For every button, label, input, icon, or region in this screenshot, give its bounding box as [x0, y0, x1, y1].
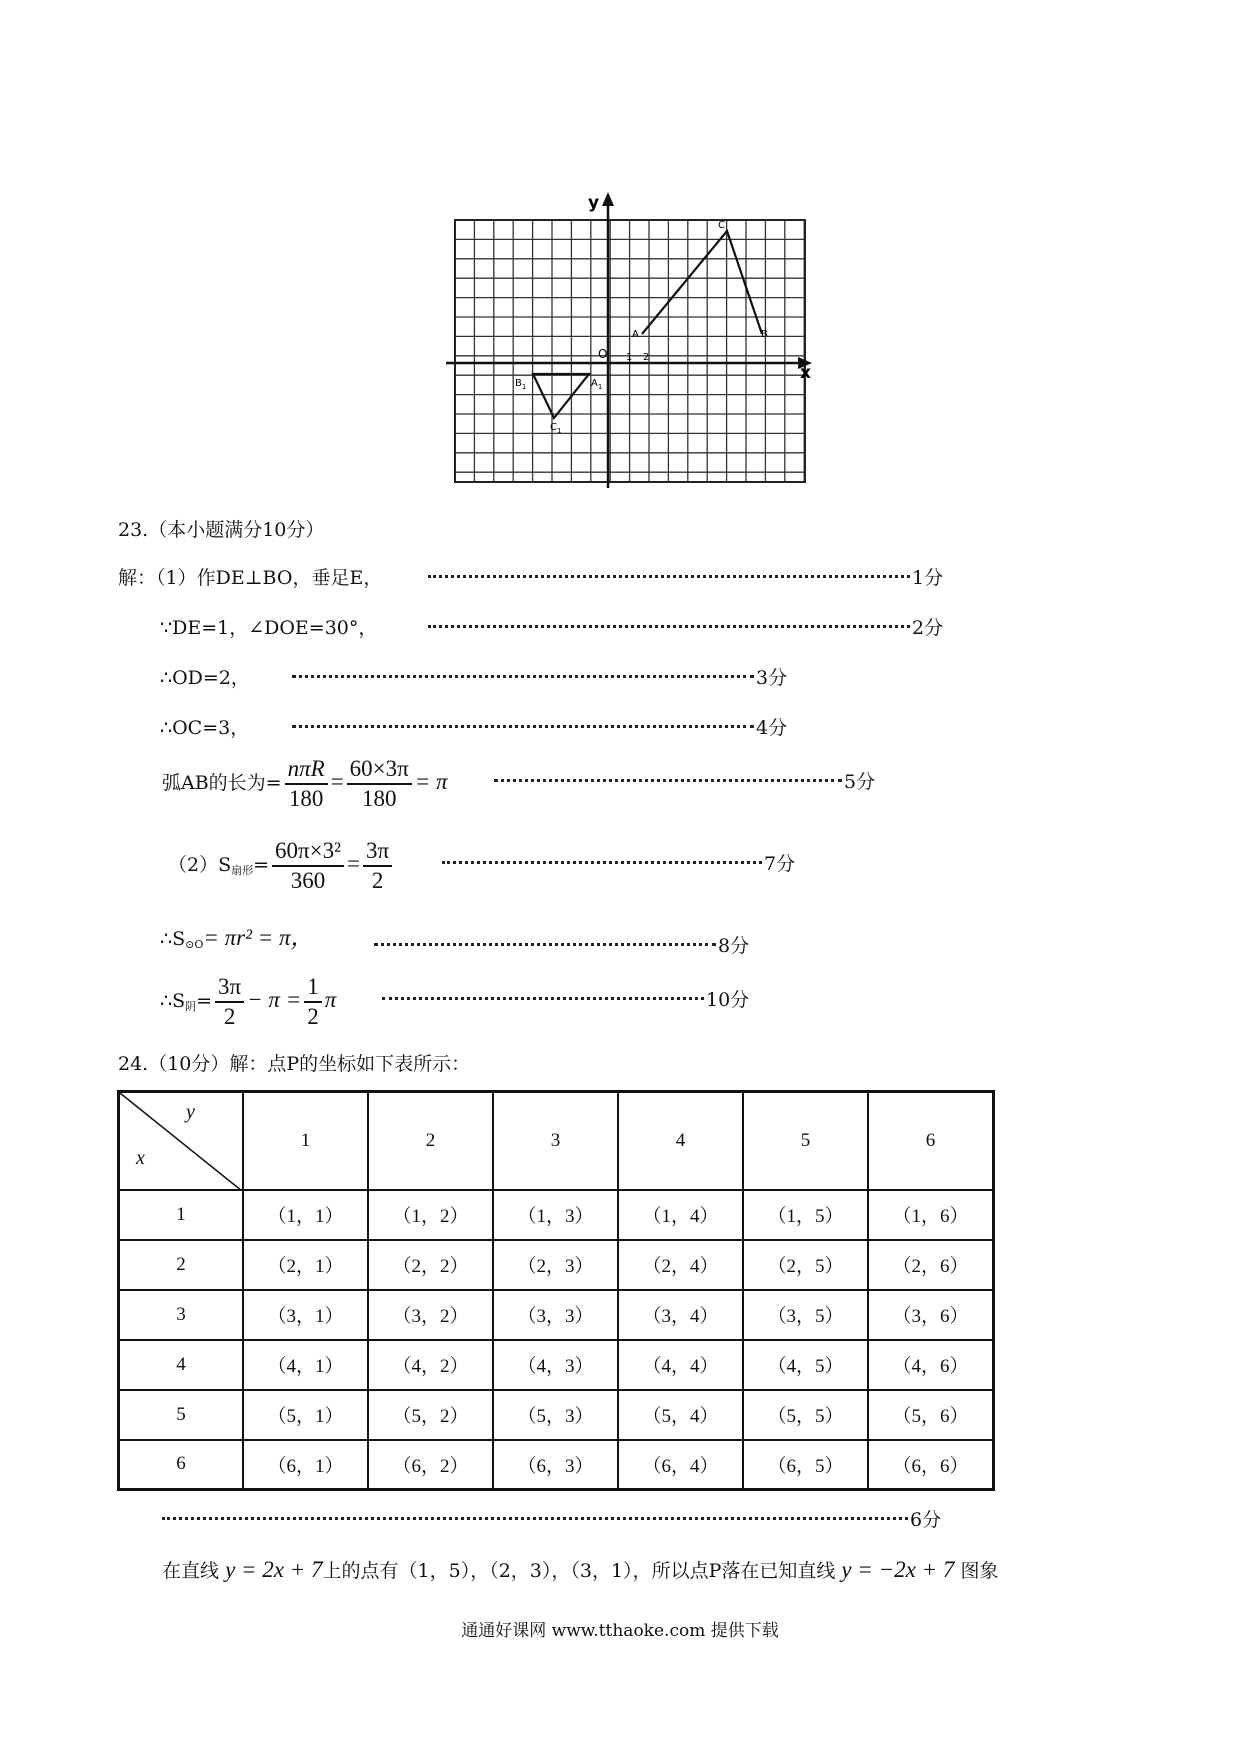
arc-length-prefix: 弧AB的长为= [162, 772, 282, 794]
q23-score2-leader [428, 616, 943, 640]
q23-score3-leader [292, 666, 787, 690]
shaded-subscript: 阴 [185, 1000, 197, 1013]
triangle-a1b1c1 [533, 374, 589, 418]
point-a1-label [591, 378, 602, 391]
table-cell: （1，1） [243, 1190, 368, 1240]
q23-score7: 7分 [764, 853, 796, 875]
table-cell: （5，4） [618, 1390, 743, 1440]
q23-line1-text: 解：（1）作DE⊥BO，垂足E， [118, 567, 383, 589]
table-cell: （6，2） [368, 1440, 493, 1490]
q23-line2: ∵DE=1，∠DOE=30°， [160, 617, 378, 639]
table-cell: （1，5） [743, 1190, 868, 1240]
equals-sign: = [330, 769, 344, 794]
minus-pi-equals: − π = [247, 987, 302, 1012]
q24-heading: 24.（10分）解：点P的坐标如下表所示： [118, 1053, 471, 1075]
table-cell: （4，1） [243, 1340, 368, 1390]
point-a1-subscript: 1 [597, 383, 603, 391]
grid-lines [455, 220, 805, 482]
q24-score6-leader [162, 1508, 941, 1532]
table-cell: （3，2） [368, 1290, 493, 1340]
table-cell: （6，1） [243, 1440, 368, 1490]
sector-prefix: （2）S [168, 854, 232, 876]
q23-score5: 5分 [844, 771, 876, 793]
table-row [119, 1240, 994, 1290]
table-row [119, 1290, 994, 1340]
fraction-denominator: 360 [290, 868, 326, 893]
point-b1-label [515, 378, 526, 391]
table-row [119, 1190, 994, 1240]
table-header-row [119, 1092, 994, 1190]
dot-leader [428, 575, 910, 578]
q23-heading: 23.（本小题满分10分） [118, 519, 325, 541]
pi-symbol: π [324, 987, 337, 1012]
col-header: 4 [618, 1092, 743, 1190]
table-cell: （1，2） [368, 1190, 493, 1240]
fraction-numerator: 1 [304, 973, 322, 1003]
q23-line3: ∴OD=2， [160, 667, 250, 689]
row-header: 5 [119, 1390, 244, 1440]
point-c-label: C [718, 220, 725, 231]
q23-score4: 4分 [756, 717, 788, 739]
point-b1-subscript: 1 [521, 383, 527, 391]
conclusion-part-b: 上的点有（1，5），（2，3），（3，1），所以点P落在已知直线 [322, 1560, 836, 1582]
table-cell: （4，6） [868, 1340, 994, 1390]
equals-pi: = π [414, 769, 448, 794]
corner-y-label: y [186, 1101, 195, 1123]
table-cell: （3，5） [743, 1290, 868, 1340]
dot-leader [162, 1517, 908, 1520]
row-header: 3 [119, 1290, 244, 1340]
conclusion-part-c: 图象 [960, 1560, 999, 1582]
q23-arc-length [162, 752, 448, 813]
row-header: 4 [119, 1340, 244, 1390]
table-cell: （3，3） [493, 1290, 618, 1340]
fraction-3pi-over-2 [363, 837, 392, 895]
q23-score2: 2分 [912, 617, 944, 639]
col-header: 2 [368, 1092, 493, 1190]
point-a-label: A [632, 329, 639, 340]
q24-score6: 6分 [910, 1509, 942, 1531]
table-cell: （4，5） [743, 1340, 868, 1390]
fraction-1-over-2 [304, 973, 322, 1031]
table-row [119, 1390, 994, 1440]
dot-leader [382, 997, 704, 1000]
dot-leader [494, 779, 842, 782]
circle-prefix: ∴S [160, 928, 186, 950]
circle-subscript: ⊙O [185, 938, 204, 951]
table-row [119, 1340, 994, 1390]
equals-sign: = [347, 851, 360, 876]
q23-sector-area [168, 834, 395, 901]
point-b1-letter: B [515, 378, 522, 389]
table-cell: （2，2） [368, 1240, 493, 1290]
table-cell: （2，4） [618, 1240, 743, 1290]
table-cell: （5，2） [368, 1390, 493, 1440]
corner-cell [119, 1092, 244, 1190]
table-cell: （6，3） [493, 1440, 618, 1490]
fraction-sector-formula [272, 837, 344, 895]
col-header: 1 [243, 1092, 368, 1190]
coordinate-grid-figure [440, 190, 820, 490]
shaded-equals: = [196, 990, 213, 1012]
point-b-label: B [761, 329, 768, 340]
diagonal-line [120, 1093, 242, 1191]
fraction-60x3pi-over-180 [347, 755, 412, 813]
table-cell: （3，1） [243, 1290, 368, 1340]
table-cell: （2，3） [493, 1240, 618, 1290]
dot-leader [292, 675, 754, 678]
q23-line4: ∴OC=3， [160, 717, 250, 739]
triangle-abc [642, 231, 762, 334]
line-equation-2: y = −2x + 7 [841, 1557, 955, 1582]
table-cell: （4，3） [493, 1340, 618, 1390]
fraction-denominator: 2 [307, 1004, 319, 1029]
corner-x-label: x [136, 1147, 145, 1169]
fraction-numerator: 3π [363, 837, 392, 867]
y-axis-label: y [588, 193, 600, 213]
sector-equals: = [253, 854, 270, 876]
q23-score4-leader [292, 716, 787, 740]
dot-leader [374, 943, 716, 946]
fraction-numerator: 60×3π [347, 755, 412, 785]
table-cell: （6，4） [618, 1440, 743, 1490]
q23-shaded-area [160, 970, 336, 1037]
coordinates-table [117, 1090, 995, 1491]
q23-line1 [118, 566, 382, 590]
col-header: 6 [868, 1092, 994, 1190]
y-axis-arrow [602, 192, 614, 206]
q23-score5-leader [494, 770, 875, 794]
dot-leader [442, 861, 762, 864]
fraction-n-pi-r-over-180 [285, 755, 328, 813]
q23-score7-leader [442, 852, 795, 876]
table-cell: （5，3） [493, 1390, 618, 1440]
q23-score1-leader [428, 566, 943, 590]
table-cell: （1，4） [618, 1190, 743, 1240]
table-cell: （2，5） [743, 1240, 868, 1290]
row-header: 6 [119, 1440, 244, 1490]
col-header: 5 [743, 1092, 868, 1190]
table-cell: （2，1） [243, 1240, 368, 1290]
x-axis-label: x [800, 363, 811, 383]
fraction-numerator: 3π [215, 973, 244, 1003]
fraction-denominator: 180 [361, 786, 397, 811]
table-cell: （6，5） [743, 1440, 868, 1490]
col-header: 3 [493, 1092, 618, 1190]
line-equation-1: y = 2x + 7 [225, 1557, 323, 1582]
page-footer: 通通好课网 www.tthaoke.com 提供下载 [461, 1621, 779, 1641]
dot-leader [292, 725, 754, 728]
q23-score10-leader [382, 988, 749, 1012]
fraction-3pi-over-2 [215, 973, 244, 1031]
table-cell: （2，6） [868, 1240, 994, 1290]
table-cell: （4，2） [368, 1340, 493, 1390]
fraction-denominator: 2 [371, 868, 384, 893]
table-cell: （3，4） [618, 1290, 743, 1340]
conclusion-part-a: 在直线 [162, 1560, 220, 1582]
tick-label-2: 2 [643, 352, 650, 363]
q23-score8: 8分 [718, 935, 750, 957]
table-cell: （5，5） [743, 1390, 868, 1440]
point-c1-subscript: 1 [556, 427, 562, 435]
fraction-numerator: 60π×3² [272, 837, 344, 867]
table-cell: （3，6） [868, 1290, 994, 1340]
fraction-numerator: nπR [285, 755, 328, 785]
row-header: 1 [119, 1190, 244, 1240]
shaded-prefix: ∴S [160, 990, 186, 1012]
sector-subscript: 扇形 [231, 864, 254, 877]
q23-circle-area [160, 926, 314, 957]
row-header: 2 [119, 1240, 244, 1290]
circle-formula: = πr² = π， [203, 925, 314, 950]
table-row [119, 1440, 994, 1490]
origin-label: O [598, 347, 608, 361]
point-a1-letter: A [591, 378, 598, 389]
table-cell: （4，4） [618, 1340, 743, 1390]
table-cell: （6，6） [868, 1440, 994, 1490]
table-cell: （5，1） [243, 1390, 368, 1440]
dot-leader [428, 625, 910, 628]
table-cell: （5，6） [868, 1390, 994, 1440]
q23-score8-leader [374, 934, 749, 958]
q23-score10: 10分 [706, 989, 750, 1011]
fraction-denominator: 2 [223, 1004, 236, 1029]
q23-score1: 1分 [912, 567, 944, 589]
tick-label-1: 1 [626, 352, 633, 363]
fraction-denominator: 180 [288, 786, 324, 811]
table-cell: （1，3） [493, 1190, 618, 1240]
point-c1-letter: C [550, 422, 557, 433]
q24-conclusion [162, 1558, 998, 1583]
table-cell: （1，6） [868, 1190, 994, 1240]
q23-score3: 3分 [756, 667, 788, 689]
